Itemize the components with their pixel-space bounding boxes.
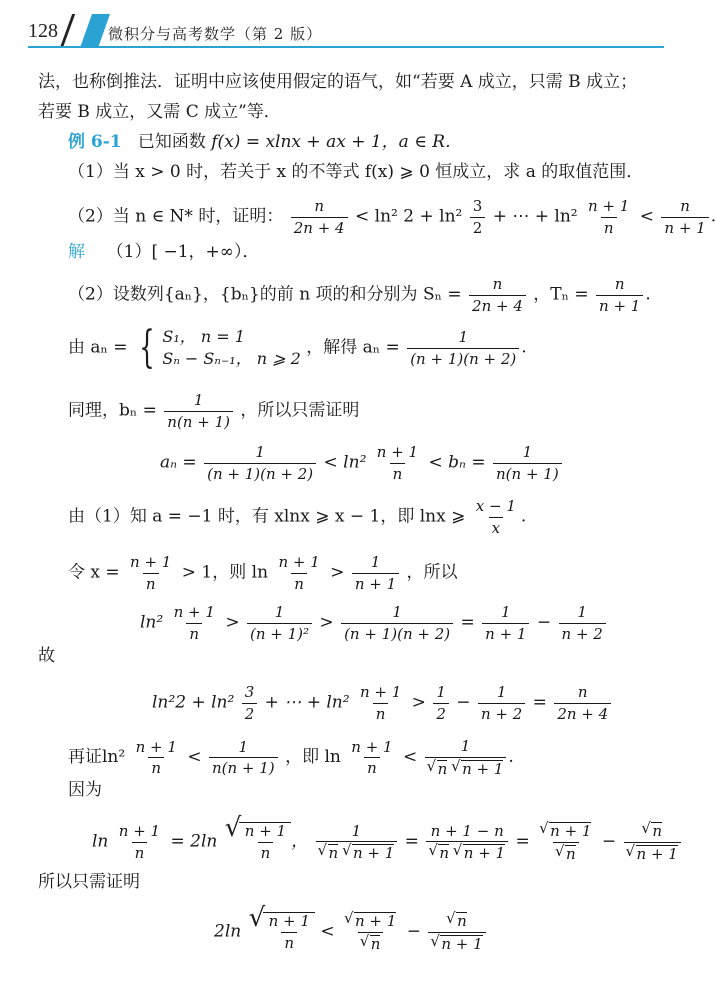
ln22: ln²2 + ln²: [152, 692, 235, 713]
eq-2: =: [532, 692, 547, 713]
eq-2ln: = 2ln: [170, 831, 218, 852]
frac-fin-1: √ n + 1 √ n: [342, 912, 399, 952]
plus-dots: + ⋯ + ln²: [264, 692, 350, 713]
example-statement: [68, 134, 462, 151]
frac-1-n1: $\frac{1}{n + 1}$: [352, 554, 399, 592]
frac-tn: $\frac{n}{n + 1}$: [596, 276, 643, 314]
frac-sum-4: $\frac{1}{n + 2}$: [478, 684, 525, 722]
header-divider: [60, 14, 75, 48]
ie-ln: ，即 ln: [285, 747, 341, 767]
an-eq: aₙ =: [160, 452, 197, 473]
eq-1: =: [460, 612, 475, 633]
two-ln: 2ln: [214, 921, 242, 942]
an-ineq-display: [160, 444, 564, 482]
so-prove-text: ，所以只需证明: [240, 400, 360, 421]
frac-chain-1: $\frac{n + 1}{n}$: [173, 603, 215, 643]
need-prove: 所以只需证明: [38, 872, 140, 892]
sqrt-frac: √ $\frac{n + 1}{n}$: [239, 822, 291, 861]
header-rule: [28, 46, 664, 48]
example-stmt: 已知函数: [137, 132, 206, 152]
frac-n-n1: $\frac{n}{n + 1}$: [661, 198, 708, 236]
example-part-2: （2）当 n ∈ N* 时，证明： $\frac{n}{2n + 4}$ < ln² 2 + ln² $\frac{3}{2}$ + ⋯ + ln² $\frac{n + 1}{n}$ < $\frac{n}{n + 1}$ .: [68, 197, 716, 237]
lt-3: <: [320, 921, 335, 942]
example-function: f(x) = xlnx + ax + 1，a ∈ R．: [211, 132, 462, 152]
case-2: Sₙ − Sₙ₋₁， n ⩾ 2: [162, 349, 301, 368]
let-x-text: 令 x =: [68, 562, 120, 583]
frac-sum-3: $\frac{1}{2}$: [433, 684, 449, 722]
therefore: 故: [38, 646, 55, 666]
frac-x1-x: $\frac{x - 1}{x}$: [475, 497, 516, 537]
part2-dots: + ⋯ + ln²: [492, 206, 578, 227]
minus-1: −: [536, 612, 552, 633]
lt-ln2: < ln²: [323, 452, 367, 473]
frac-n-2n4: $\frac{n}{2n + 4}$: [291, 198, 348, 236]
gt-1: >: [225, 612, 240, 633]
frac-bn-2: $\frac{1}{n(n + 1)}$: [493, 444, 562, 482]
frac-n1-n: $\frac{n + 1}{n}$: [588, 197, 630, 237]
intro-line-1: 法，也称倒推法．证明中应该使用假定的语气，如“若要 A 成立，只需 B 成立；: [38, 72, 638, 92]
lt-2: <: [403, 747, 418, 767]
sqrt-frac-2: √ $\frac{n + 1}{n}$: [263, 912, 315, 951]
frac-re-2: $\frac{1}{n(n + 1)}$: [209, 739, 278, 777]
frac-bc-3: n + 1 − n √ n √ n + 1: [426, 823, 508, 862]
example-part-1: （1）当 x > 0 时，若关于 x 的不等式 f(x) ⩾ 0 恒成立，求 a 的取值范围．: [68, 162, 644, 182]
solve-an-text: ，解得 aₙ =: [306, 337, 400, 358]
gt-2: >: [319, 612, 334, 633]
ln2-chain-display: [140, 604, 608, 642]
frac-an-2: $\frac{1}{(n + 1)(n + 2)}$: [204, 444, 316, 482]
frac-chain-3: $\frac{1}{(n + 1)(n + 2)}$: [341, 604, 453, 642]
so-text: ，所以: [406, 562, 458, 583]
eq-3: =: [404, 831, 419, 852]
minus-3: −: [601, 831, 617, 852]
seq-text: （2）设数列{aₙ}，{bₙ}的前 n 项的和分别为 Sₙ =: [68, 284, 462, 305]
frac-chain-5: $\frac{1}{n + 2}$: [559, 604, 606, 642]
frac-bc-2: 1 √ n √ n + 1: [316, 823, 398, 862]
header-accent-band: [80, 14, 110, 48]
from-part-1-line: 由（1）知 a = −1 时，有 xlnx ⩾ x − 1，即 lnx ⩾ $\frac{x - 1}{x}$ .: [68, 497, 527, 537]
frac-bn: $\frac{1}{n(n + 1)}$: [164, 392, 233, 430]
gt-sign: >: [330, 562, 345, 583]
similar-text: 同理，bₙ =: [68, 400, 157, 421]
solution-seq-line: （2）设数列{aₙ}，{bₙ}的前 n 项的和分别为 Sₙ = $\frac{n}{2n + 4}$ ，Tₙ = $\frac{n}{n + 1}$ .: [68, 275, 651, 315]
intro-line-2: 若要 B 成立，又需 C 成立”等．: [38, 102, 281, 122]
left-brace: {: [139, 322, 155, 373]
frac-sum-5: $\frac{n}{2n + 4}$: [554, 684, 611, 722]
frac-sum-2: $\frac{n + 1}{n}$: [359, 683, 402, 723]
tn-text: ，Tₙ =: [533, 284, 589, 305]
minus-2: −: [456, 692, 471, 713]
sum-display: [152, 684, 613, 722]
from1-text: 由（1）知 a = −1 时，有 xlnx ⩾ x − 1，即 lnx ⩾: [68, 506, 466, 527]
bn-line: [68, 392, 359, 430]
example-label: 例 6-1: [68, 132, 122, 152]
let-x-line: [68, 554, 458, 592]
cases-block: [162, 326, 300, 369]
frac-ln-arg: $\frac{n + 1}{n}$: [278, 553, 320, 593]
part2-prefix: （2）当 n ∈ N* 时，证明：: [68, 206, 284, 227]
because-display: ln $\frac{n + 1}{n}$ = 2ln √ $\frac{n + 1}{n}$ ， 1 √ n √ n + 1 = n + 1 − n √ n √ n + 1 = √ n + 1 √ n − √ n √ n + 1: [92, 822, 683, 862]
frac-re-1: $\frac{n + 1}{n}$: [135, 737, 177, 777]
reprove-line: 再证ln² $\frac{n + 1}{n}$ < $\frac{1}{n(n + 1)}$ ，即 ln $\frac{n + 1}{n}$ < 1 √ n √ n + 1 .: [68, 738, 514, 777]
solution-label: 解: [68, 242, 85, 262]
because: 因为: [68, 780, 102, 800]
frac-fin-2: √ n √ n + 1: [428, 912, 485, 952]
book-title: 微积分与高考数学（第 2 版）: [108, 25, 323, 43]
frac-an: $\frac{1}{(n + 1)(n + 2)}$: [407, 329, 519, 367]
an-cases-line: 由 aₙ = { S₁， n = 1 Sₙ − Sₙ₋₁， n ⩾ 2 ，解得 aₙ = $\frac{1}{(n + 1)(n + 2)}$ .: [68, 322, 527, 373]
lt-1: <: [187, 747, 202, 767]
page-number: 128: [28, 20, 58, 42]
ln2: ln²: [140, 612, 164, 633]
ln-word: ln: [92, 831, 109, 852]
frac-chain-4: $\frac{1}{n + 1}$: [482, 604, 529, 642]
gt-3: >: [411, 692, 426, 713]
lt-bn: < bₙ =: [428, 452, 486, 473]
frac-n1-n-2: $\frac{n + 1}{n}$: [376, 443, 419, 483]
frac-chain-2: $\frac{1}{\text{(n + 1)²}}$: [247, 604, 312, 642]
frac-sn: $\frac{n}{2n + 4}$: [469, 276, 526, 314]
frac-bc-5: √ n √ n + 1: [624, 822, 681, 862]
frac-re-3: $\frac{n + 1}{n}$: [351, 737, 393, 777]
frac-let-x: $\frac{n + 1}{n}$: [130, 553, 172, 593]
reprove-text: 再证ln²: [68, 747, 126, 767]
by-an-text: 由 aₙ =: [68, 337, 128, 358]
frac-sum-1: $\frac{3}{2}$: [242, 684, 258, 722]
gt1-then: > 1，则 ln: [181, 562, 269, 583]
part2-ln-seq: < ln² 2 + ln²: [355, 206, 463, 227]
minus-4: −: [406, 921, 421, 942]
eq-4: =: [515, 831, 530, 852]
frac-3-2: $\frac{3}{2}$: [470, 198, 486, 236]
frac-bc-1: $\frac{n + 1}{n}$: [118, 822, 161, 862]
part2-lt: <: [639, 206, 654, 227]
final-display: [214, 912, 488, 952]
solution-part-1: [68, 244, 259, 261]
frac-re-4: 1 √ n √ n + 1: [425, 738, 507, 777]
solution-answer-1: （1）[ −1，+∞）．: [106, 242, 260, 262]
frac-bc-4: √ n + 1 √ n: [537, 822, 594, 862]
case-1: S₁， n = 1: [162, 327, 245, 347]
